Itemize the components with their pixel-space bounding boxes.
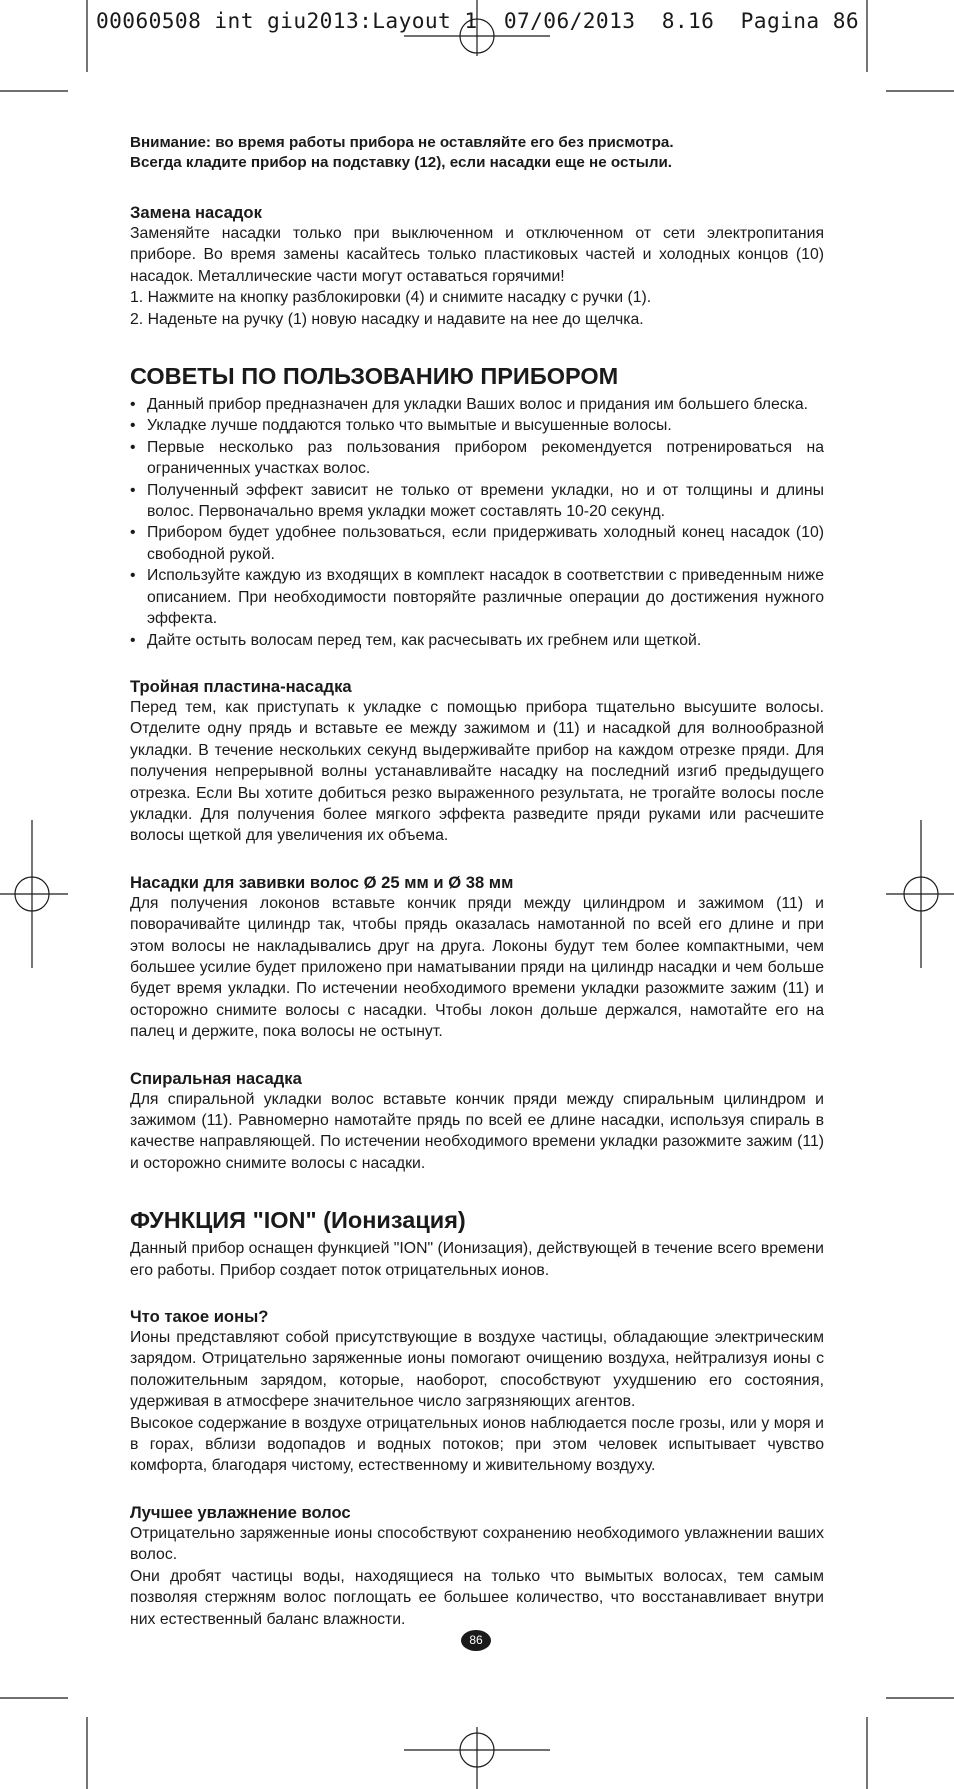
tip-item: • Используйте каждую из входящих в комплект насадок в соответствии с приведенным ниже описанием. При необходимости повторяйте различные операции до достижения нужного эффекта. — [130, 565, 824, 629]
ion-text: Данный прибор оснащен функцией "ION" (Ионизация), действующей в течение всего времени его работы. Прибор создает поток отрицательных ионов. — [130, 1240, 824, 1279]
page-content — [130, 133, 824, 1630]
tips-list — [130, 394, 824, 651]
triple-text: Перед тем, как приступать к укладке с помощью прибора тщательно высушите волосы. Отделите одну прядь и вставьте ее между зажимом и (11) и насадкой для волнообразной укладки. В течение нескольких секунд выдерживайте прибор на каждом отрезке пряди. Для получения непрерывной волны устанавливайте насадку на последний изгиб предыдущего отрезка. Если Вы хотите добиться резко выраженного результата, не трогайте волосы после укладки. Для получения более мягкого эффекта разведите пряди руками или расчешите волосы щеткой для увеличения их объема. — [130, 698, 824, 845]
tip-item: • Данный прибор предназначен для укладки Ваших волос и придания им большего блеска. — [130, 394, 824, 415]
warning-line-2: Всегда кладите прибор на подставку (12), если насадки еще не остыли. — [130, 154, 673, 171]
tip-item: • Прибором будет удобнее пользоваться, если придерживать холодный конец насадок (10) свободной рукой. — [130, 522, 824, 565]
title-tips: СОВЕТЫ ПО ПОЛЬЗОВАНИЮ ПРИБОРОМ — [130, 363, 619, 390]
page-number-badge: 86 — [461, 1630, 491, 1651]
ions-text-2: Высокое содержание в воздухе отрицательных ионов наблюдается после грозы, или у моря и в горах, вблизи водопадов и водных потоков; при этом человек испытывает чувство комфорта, благодаря чистому, естественному и живительному воздуху. — [130, 1414, 824, 1475]
warning-line-1: Внимание: во время работы прибора не оставляйте его без присмотра. — [130, 134, 674, 151]
replace-text: Заменяйте насадки только при выключенном и отключенном от сети электропитания приборе. Во время замены касайтесь только пластиковых частей и холодных концов (10) насадок. Металлические части могут оставаться горячими! — [130, 225, 824, 285]
tip-item: • Укладке лучше поддаются только что вымытые и высушенные волосы. — [130, 415, 824, 436]
heading-ions: Что такое ионы? — [130, 1307, 269, 1327]
print-slug: 00060508 int giu2013:Layout 1 07/06/2013 8.16 Pagina 86 — [96, 8, 860, 33]
heading-replace: Замена насадок — [130, 203, 262, 222]
moist-text-1: Отрицательно заряженные ионы способствуют сохранению необходимого увлажнении ваших волос. — [130, 1524, 824, 1564]
replace-steps — [130, 287, 824, 330]
heading-spiral: Спиральная насадка — [130, 1068, 302, 1088]
heading-moist: Лучшее увлажнение волос — [130, 1502, 351, 1522]
heading-curl: Насадки для завивки волос Ø 25 мм и Ø 38 мм — [130, 872, 514, 892]
ions-text-1: Ионы представляют собой присутствующие в воздухе частицы, обладающие электрическим зарядом. Отрицательно заряженные ионы помогают очищению воздуха, нейтрализуя ионы с положительным зарядом, которые, наоборот, способствуют ухудшению его состояния, удерживая в атмосфере значительное число загрязняющих агентов. — [130, 1329, 824, 1411]
moist-text-2: Они дробят частицы воды, находящиеся на только что вымытых волосах, тем самым позволяя стержням волос поглощать ее большее количество, что восстанавливает внутри них естественный баланс влажности. — [130, 1567, 824, 1628]
replace-step: 1. Нажмите на кнопку разблокировки (4) и снимите насадку с ручки (1). — [130, 289, 652, 307]
tip-item: • Полученный эффект зависит не только от времени укладки, но и от толщины и длины волос. Первоначально время укладки может составлять 10-20 секунд. — [130, 480, 824, 523]
tip-item: • Дайте остыть волосам перед тем, как расчесывать их гребнем или щеткой. — [130, 630, 824, 651]
curl-text: Для получения локонов вставьте кончик пряди между цилиндром и зажимом (11) и поворачивайте цилиндр так, чтобы прядь оказалась намотанной по всей его длине и при этом волосы не накладывались друг на друга. Локоны будут тем более компактными, чем большее усилие будет приложено при наматывании пряди на цилиндр насадки и чем больше будет время укладки. По истечении необходимого времени укладки разожмите зажим (11) и осторожно снимите волосы с насадки. Чтобы локон дольше держался, намотайте его на палец и держите, пока волосы не остынут. — [130, 894, 824, 1041]
tip-item: • Первые несколько раз пользования прибором рекомендуется потренироваться на ограниченных участках волос. — [130, 437, 824, 480]
heading-triple: Тройная пластина-насадка — [130, 676, 352, 696]
replace-step: 2. Наденьте на ручку (1) новую насадку и надавите на нее до щелчка. — [130, 310, 644, 328]
spiral-text: Для спиральной укладки волос вставьте кончик пряди между спиральным цилиндром и зажимом (11). Равномерно намотайте прядь по всей ее длине насадки, используя спираль в качестве направляющей. По истечении необходимого времени укладки разожмите зажим (11) и осторожно снимите волосы с насадки. — [130, 1090, 824, 1172]
title-ion: ФУНКЦИЯ "ION" (Ионизация) — [130, 1207, 466, 1234]
